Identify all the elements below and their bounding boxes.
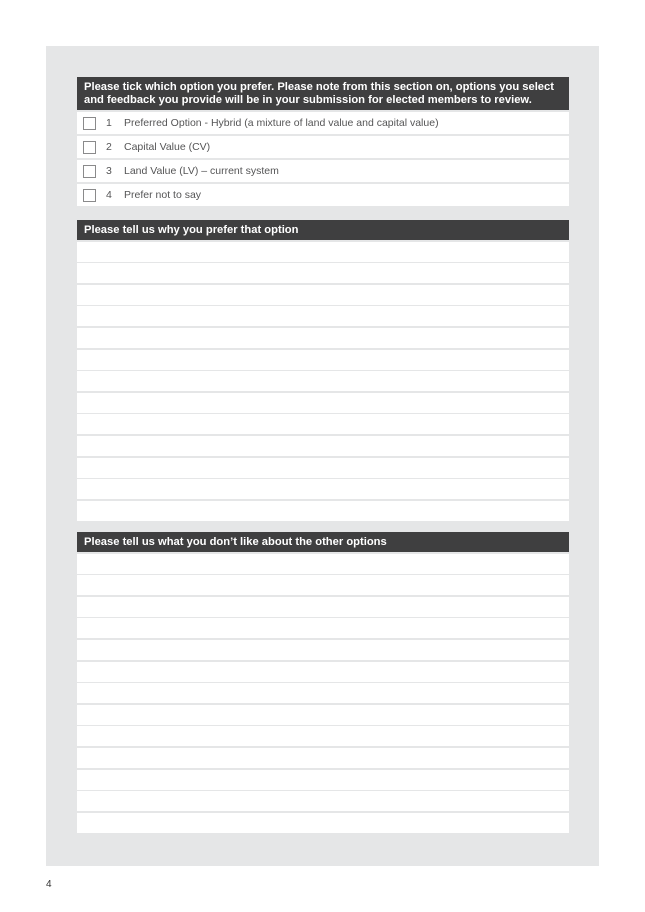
option-4-label: Prefer not to say — [124, 189, 202, 201]
dislike-section — [77, 532, 569, 833]
preference-section-header: Please tick which option you prefer. Please note from this section on, options you select and feedback you provide will be in your submission for elected members to review. — [77, 77, 569, 110]
option-3-label: Land Value (LV) – current system — [124, 165, 279, 177]
answer-line[interactable] — [77, 618, 569, 638]
option-3-checkbox[interactable] — [83, 165, 96, 178]
why-prefer-section — [77, 220, 569, 521]
answer-line[interactable] — [77, 263, 569, 283]
answer-line[interactable] — [77, 640, 569, 660]
answer-line[interactable] — [77, 791, 569, 811]
answer-line[interactable] — [77, 458, 569, 478]
answer-line[interactable] — [77, 662, 569, 682]
answer-line[interactable] — [77, 813, 569, 833]
answer-line[interactable] — [77, 575, 569, 595]
option-1-checkbox[interactable] — [83, 117, 96, 130]
dislike-header: Please tell us what you don’t like about the other options — [77, 532, 569, 552]
answer-line[interactable] — [77, 748, 569, 768]
option-2-number: 2 — [106, 141, 112, 153]
answer-line[interactable] — [77, 501, 569, 521]
answer-line[interactable] — [77, 306, 569, 326]
answer-line[interactable] — [77, 726, 569, 746]
answer-line[interactable] — [77, 554, 569, 574]
option-1-label: Preferred Option - Hybrid (a mixture of land value and capital value) — [124, 117, 439, 129]
answer-line[interactable] — [77, 683, 569, 703]
answer-line[interactable] — [77, 597, 569, 617]
why-prefer-header: Please tell us why you prefer that option — [77, 220, 569, 240]
option-1-number: 1 — [106, 117, 112, 129]
option-3-number: 3 — [106, 165, 112, 177]
answer-line[interactable] — [77, 393, 569, 413]
answer-line[interactable] — [77, 328, 569, 348]
answer-line[interactable] — [77, 285, 569, 305]
answer-line[interactable] — [77, 242, 569, 262]
answer-line[interactable] — [77, 350, 569, 370]
preference-section — [77, 77, 569, 206]
option-2-checkbox[interactable] — [83, 141, 96, 154]
answer-line[interactable] — [77, 479, 569, 499]
option-4-number: 4 — [106, 189, 112, 201]
option-row-2[interactable] — [77, 136, 569, 158]
option-row-3[interactable] — [77, 160, 569, 182]
option-row-1[interactable] — [77, 112, 569, 134]
answer-line[interactable] — [77, 770, 569, 790]
answer-line[interactable] — [77, 436, 569, 456]
answer-line[interactable] — [77, 371, 569, 391]
page-number: 4 — [46, 879, 52, 890]
option-2-label: Capital Value (CV) — [124, 141, 211, 153]
option-row-4[interactable] — [77, 184, 569, 206]
answer-line[interactable] — [77, 414, 569, 434]
dislike-answer-area[interactable] — [77, 554, 569, 833]
answer-line[interactable] — [77, 705, 569, 725]
why-prefer-answer-area[interactable] — [77, 242, 569, 521]
option-4-checkbox[interactable] — [83, 189, 96, 202]
